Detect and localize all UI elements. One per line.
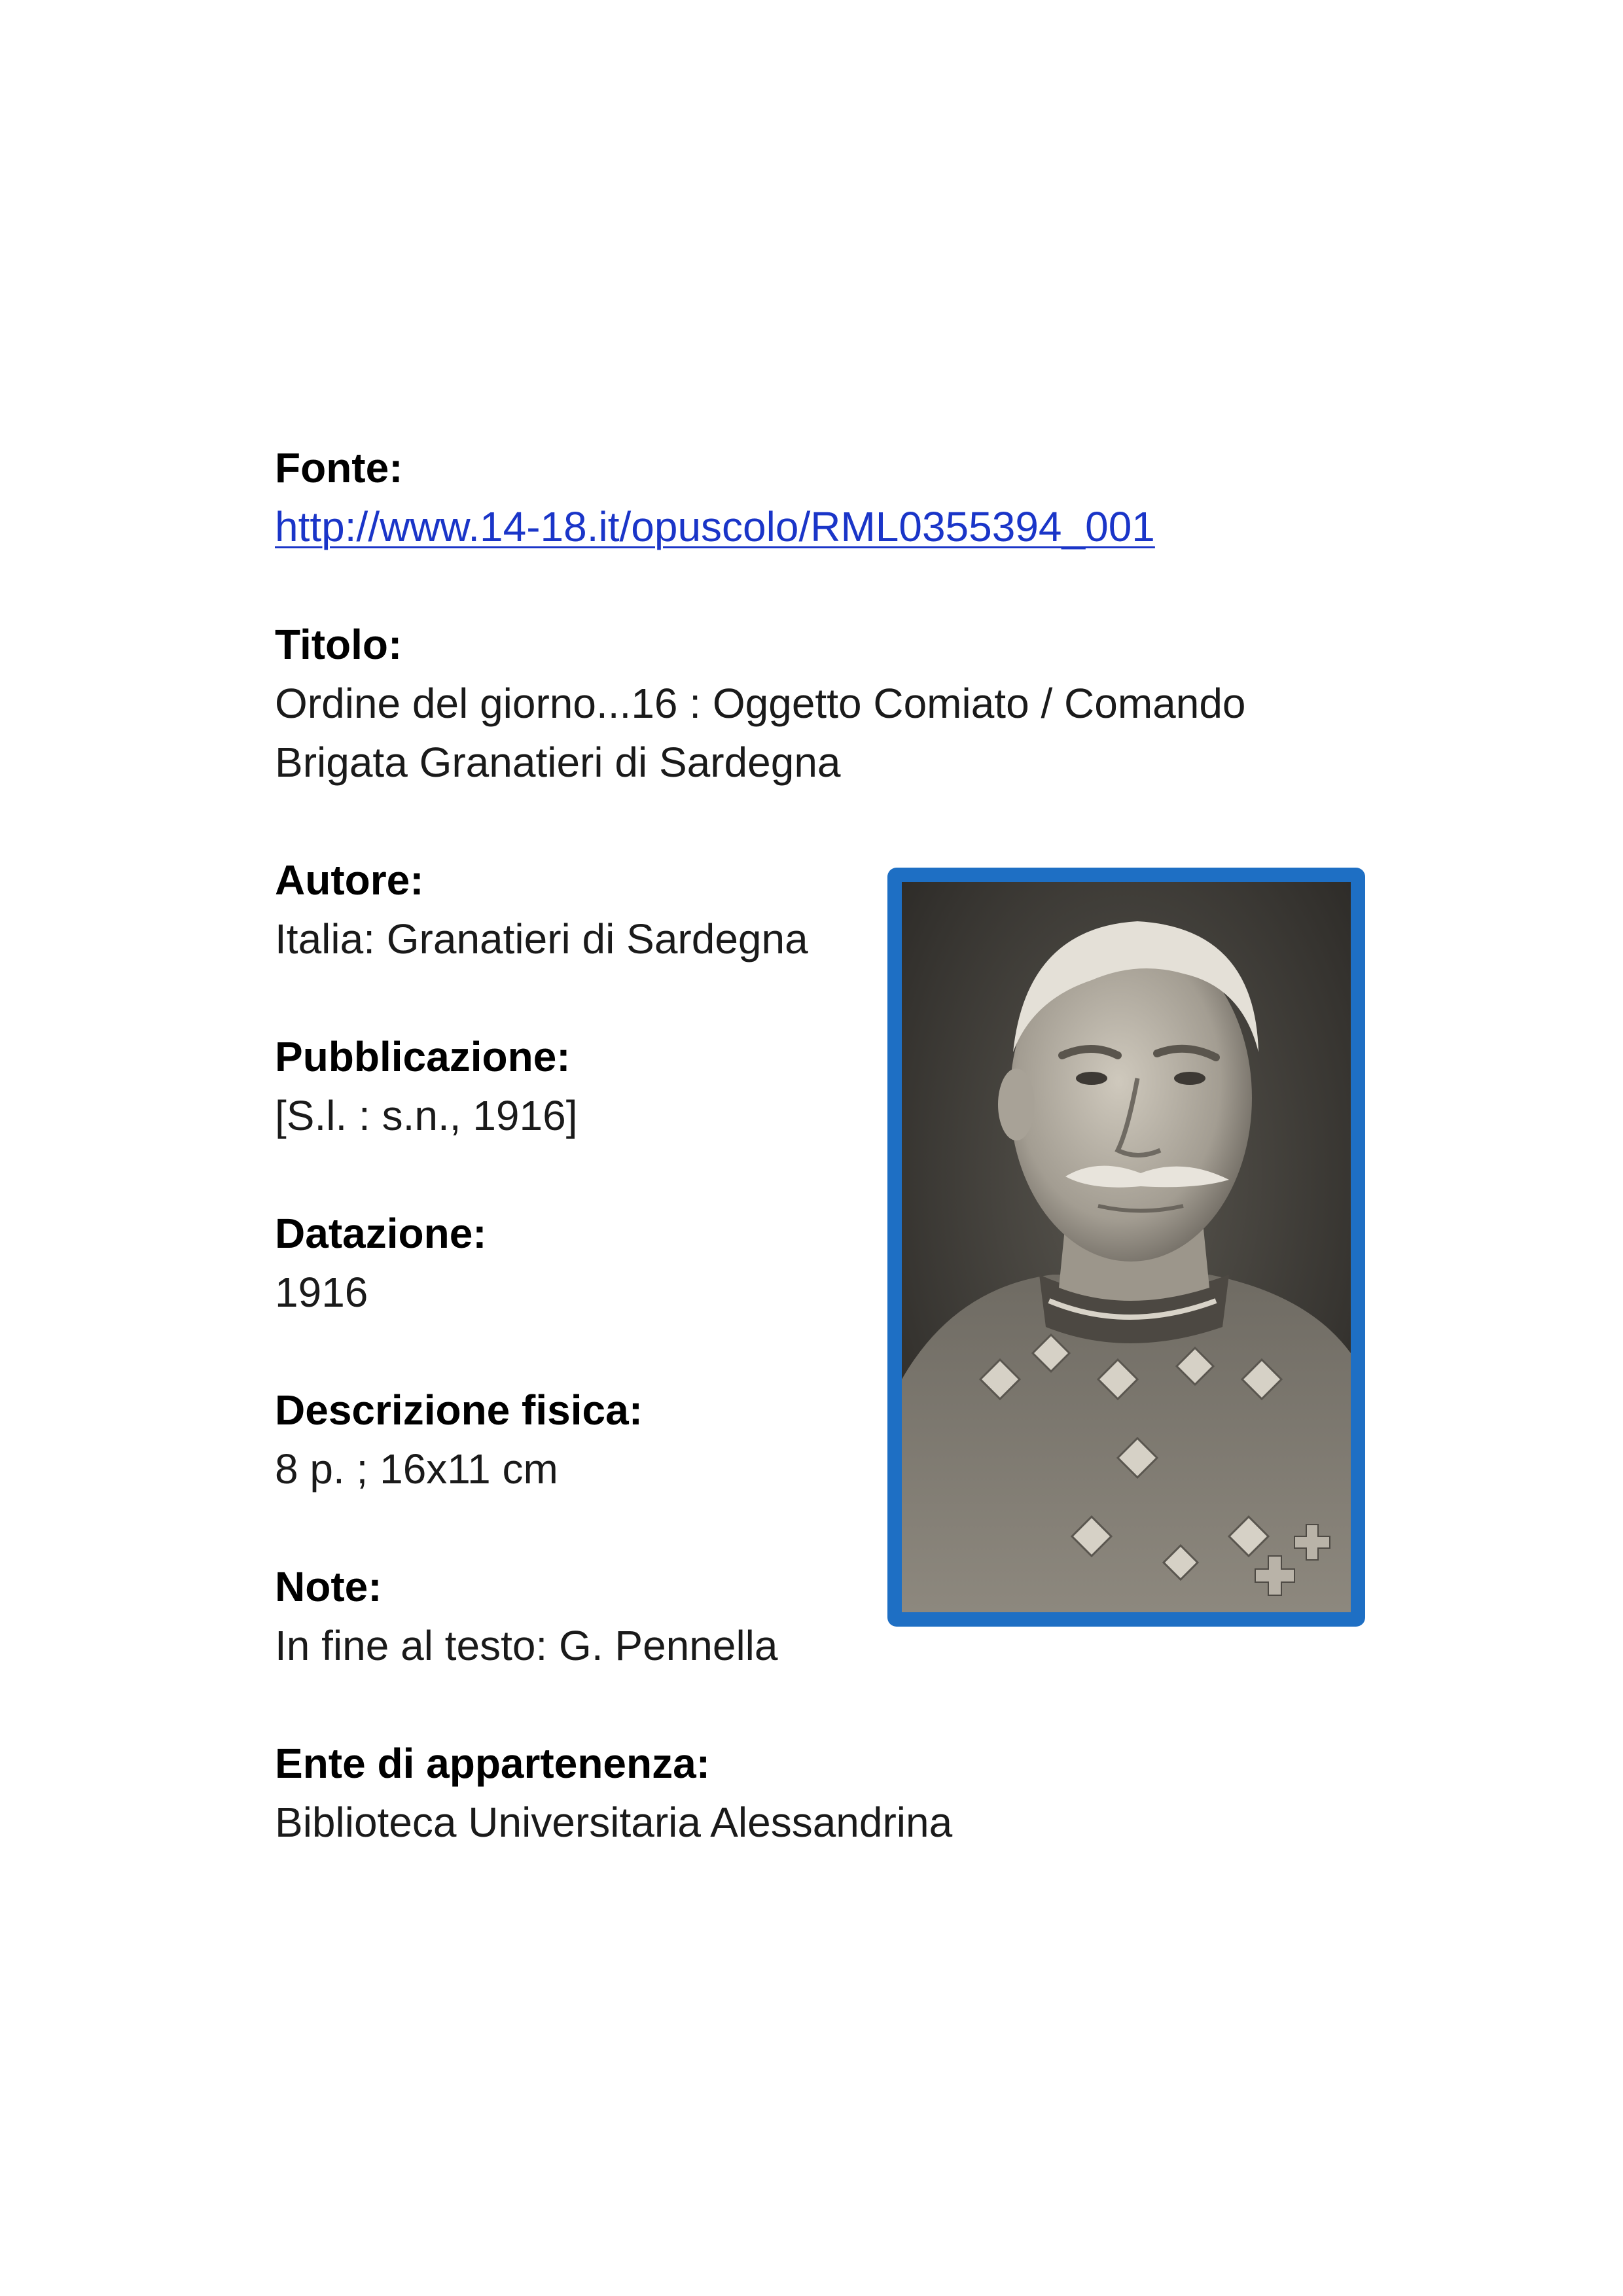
pubblicazione-value: [S.l. : s.n., 1916]	[275, 1092, 578, 1139]
field-titolo	[275, 615, 1387, 792]
ente-value: Biblioteca Universitaria Alessandrina	[275, 1799, 953, 1846]
fonte-link[interactable]: http://www.14-18.it/opuscolo/RML0355394_001	[275, 503, 1155, 550]
portrait-frame	[887, 868, 1365, 1627]
fonte-label: Fonte:	[275, 444, 403, 491]
autore-label: Autore:	[275, 857, 424, 904]
autore-value: Italia: Granatieri di Sardegna	[275, 915, 808, 963]
titolo-label: Titolo:	[275, 621, 402, 668]
note-label: Note:	[275, 1563, 382, 1610]
ente-label: Ente di appartenenza:	[275, 1740, 710, 1787]
titolo-value-line2: Brigata Granatieri di Sardegna	[275, 739, 841, 786]
field-ente	[275, 1734, 1387, 1852]
datazione-value: 1916	[275, 1269, 368, 1316]
descrizione-label: Descrizione fisica:	[275, 1386, 643, 1434]
note-value: In fine al testo: G. Pennella	[275, 1622, 778, 1669]
datazione-label: Datazione:	[275, 1210, 487, 1257]
portrait-image	[902, 882, 1351, 1612]
pubblicazione-label: Pubblicazione:	[275, 1033, 571, 1080]
field-fonte	[275, 438, 1387, 556]
descrizione-value: 8 p. ; 16x11 cm	[275, 1445, 558, 1492]
titolo-value-line1: Ordine del giorno...16 : Oggetto Comiato / Comando	[275, 680, 1246, 727]
